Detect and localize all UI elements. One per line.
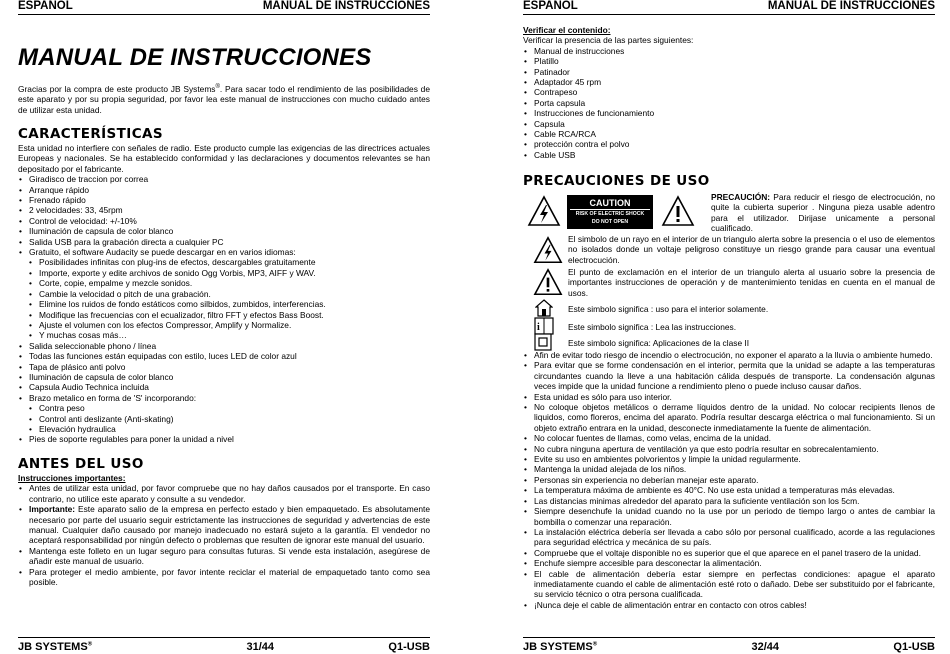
precaution-item: • Para evitar que se forme condensación en el interior, permita que la unidad se adapte a las temperaturas circundantes cuando la lleve a una habitación cálida después de transporte. La condensación algunas veces impide que la unidad funcione a rendimiento pleno o puede incluso causar daños.	[523, 360, 935, 391]
precaution-label: PRECAUCIÓN:	[711, 192, 771, 202]
lightning-triangle-icon	[533, 236, 563, 264]
before-use-heading: ANTES DEL USO	[18, 456, 144, 472]
precaution-item: • Siempre desenchufe la unidad cuando no la use por un periodo de tiempo largo o antes de cambiar la bombilla o comenzar una reparación.	[523, 506, 935, 527]
feature-item: • Pies de soporte regulables para poner la unidad a nivel	[18, 434, 430, 444]
feature-item: • Control de velocidad: +/-10%	[18, 216, 430, 226]
contents-item: • Platillo	[523, 56, 935, 66]
feature-item: • Todas las funciones están equipadas con estilo, luces LED de color azul	[18, 351, 430, 361]
before-use-item	[18, 483, 430, 504]
intro-text-end: . Para sacar todo el rendimiento de las posibilidades de este aparato y por su propia seguridad, por favor lea este manual de instrucciones con mucho cuidado antes de utilizar esta unidad.	[18, 83, 431, 115]
feature-item: • Tapa de plásico anti polvo	[18, 362, 430, 372]
right-page	[523, 0, 935, 654]
item-text: Antes de utilizar esta unidad, por favor compruebe que no hay daños causados por el transporte. En caso contrario, no utilice este aparato y consulte a su vendedor.	[29, 483, 430, 504]
footer-brand: JB SYSTEMS®	[18, 641, 93, 653]
arm-feature-item: • Elevación hydraulica	[18, 424, 430, 434]
feature-item: • Giradisco de traccion por correa	[18, 174, 430, 184]
precaution-item: • El cable de alimentación debería estar siempre en perfectas condiciones: apague el aparato inmediatamente cuando el cable de alimentación esté roto o dañado. Debe ser substituido por el fabricante, su servicio técnico o otra persona cualificada.	[523, 569, 935, 600]
manual-title: MANUAL DE INSTRUCCIONES	[18, 44, 372, 71]
page-header	[523, 0, 935, 15]
page-footer	[18, 637, 430, 653]
feature-item: • 2 velocidades: 33, 45rpm	[18, 205, 430, 215]
features-list-b	[18, 341, 430, 403]
before-use-section	[18, 473, 430, 587]
class-explanation: Este simbolo significa: Aplicaciones de la clase II	[568, 338, 750, 348]
precaution-item: • No colocar fuentes de llamas, como velas, encima de la unidad.	[523, 433, 935, 443]
feature-item: • Iluminación de capsula de color blanco	[18, 226, 430, 236]
audacity-feature-item: • Ajuste el volumen con los efectos Compressor, Amplify y Normalize.	[18, 320, 430, 330]
left-page	[18, 0, 430, 654]
caution-risk-text: RISK OF ELECTRIC SHOCK	[575, 211, 645, 217]
item-text: Mantenga este folleto en un lugar seguro para consultas futuras. Si vende esta instalación, asegúrese de añadir este manual de usuario.	[29, 545, 430, 567]
rules-list	[523, 350, 935, 610]
contents-item: • Porta capsula	[523, 98, 935, 108]
feature-item: • Salida seleccionable phono / línea	[18, 341, 430, 351]
precaution-item: • No cubra ninguna apertura de ventilación ya que esto podría resultar en sobrecalentamiento.	[523, 444, 935, 454]
footer-model: Q1-USB	[388, 641, 430, 653]
precaution-item: • Enchufe siempre accesible para desconectar la alimentación.	[523, 558, 935, 568]
page-number: 31/44	[246, 641, 275, 653]
svg-text:i: i	[537, 322, 540, 333]
lightning-explanation: El simbolo de un rayo en el interior de un triangulo alerta sobre la presencia o el uso de elementos no isolados donde un voltaje peligroso constituye un riesgo grande para causar una eventual electrocución.	[568, 234, 935, 265]
precaution-item: • Mantenga la unidad alejada de los niños.	[523, 464, 935, 474]
precaution-item: • No coloque objetos metálicos o derrame líquidos dentro de la unidad. No colocar recipients llenos de liquidos, como floreros, encima del aparato. Podría resultar descarga eléctrica o mal funcionamiento. Si un objeto extraño entrara en la unidad, desconecte inmediatamente la fuente de alimentación.	[523, 402, 935, 433]
precaution-item: • ¡Nunca deje el cable de alimentación entrar en contacto con otros cables!	[523, 600, 935, 610]
before-use-list	[18, 483, 430, 587]
precautions-heading: PRECAUCIONES DE USO	[523, 173, 710, 189]
audacity-feature-item: • Importe, exporte y edite archivos de sonido Ogg Vorbis, MP3, AIFF y WAV.	[18, 268, 430, 278]
contents-item: • Patinador	[523, 67, 935, 77]
precaution-item: • Esta unidad es sólo para uso interior.	[523, 392, 935, 402]
contents-item: • Adaptador 45 rpm	[523, 77, 935, 87]
contents-item: • Capsula	[523, 119, 935, 129]
audacity-feature-item: • Corte, copie, empalme y mezcle sonidos.	[18, 278, 430, 288]
precaution-body: Para reducir el riesgo de electrocución, no quite la cubierta superior . Ninguna pieza usable adentro para el utilizador. Dirijase unicamente a personal cualificado.	[711, 192, 935, 234]
precaution-item: • La instalación eléctrica debería ser llevada a cabo sólo por personal cualificado, acorde a las regulaciones para seguridad eléctrica y mecánica de su país.	[523, 527, 935, 548]
lightning-triangle-icon	[527, 195, 561, 227]
header-language: ESPAÑOL	[18, 0, 73, 12]
feature-item: • Gratuito, el software Audacity se puede descargar en en varios idiomas:	[18, 247, 430, 257]
read-explanation: Este simbolo significa : Lea las instrucciones.	[568, 322, 737, 332]
feature-item: • Salida USB para la grabación directa a cualquier PC	[18, 237, 430, 247]
contents-list	[523, 46, 935, 160]
features-section	[18, 143, 430, 445]
audacity-feature-item: • Cambie la velocidad o pitch de una grabación.	[18, 289, 430, 299]
footer-model: Q1-USB	[893, 641, 935, 653]
feature-item: • Frenado rápido	[18, 195, 430, 205]
audacity-list	[18, 257, 430, 340]
contents-item: • Contrapeso	[523, 87, 935, 97]
precaution-item: • La temperatura máxima de ambiente es 40°C. No use esta unidad a temperaturas más elevadas.	[523, 485, 935, 495]
item-emphasis: Importante:	[29, 504, 76, 515]
caution-label	[567, 195, 653, 229]
intro-text-start: Gracias por la compra de este producto JB Systems	[18, 83, 216, 94]
exclamation-triangle-icon	[661, 195, 695, 227]
intro-paragraph	[18, 82, 430, 115]
arm-feature-item: • Control anti deslizante (Anti-skating)	[18, 414, 430, 424]
item-text: Para proteger el medio ambiente, por favor intente reciclar el material de empaquetado tanto como sea posible.	[29, 566, 430, 588]
precaution-item: • Las distancias minimas alrededor del aparato para la suficiente ventilación son los 5cm.	[523, 496, 935, 506]
page-footer	[523, 637, 935, 653]
audacity-feature-item: • Modifique las frecuencias con el ecualizador, filtro FFT y efectos Bass Boost.	[18, 310, 430, 320]
audacity-feature-item: • Posibilidades infinitas con plug-ins de efectos, descargables gratuitamente	[18, 257, 430, 267]
before-use-item	[18, 504, 430, 546]
feature-item: • Iluminación de capsula de color blanco	[18, 372, 430, 382]
exclamation-explanation: El punto de exclamación en el interior de un triangulo alerta al usuario sobre la presencia de importantes instrucciones de operación y de mantenimiento tenidas en cuenta en el manual de usos.	[568, 267, 935, 298]
features-intro: Esta unidad no interfiere con señales de radio. Este producto cumple las exigencias de las directrices actuales Europeas y nacionales. Se ha establecido conformidad y las declaraciones y documentos relevantes se han depositado por el fabricante.	[18, 143, 430, 174]
header-title: MANUAL DE INSTRUCCIONES	[262, 0, 430, 12]
contents-item: • Instrucciones de funcionamiento	[523, 108, 935, 118]
audacity-feature-item: • Y muchas cosas más…	[18, 330, 430, 340]
precaution-item: • Compruebe que el voltaje disponible no es superior que el que aparece en el panel trasero de la unidad.	[523, 548, 935, 558]
features-list-c	[18, 434, 430, 444]
contents-item: • Manual de instrucciones	[523, 46, 935, 56]
before-use-item	[18, 546, 430, 567]
feature-item: • Capsula Audio Technica incluida	[18, 382, 430, 392]
arm-list	[18, 403, 430, 434]
precaution-text	[711, 192, 935, 234]
indoor-explanation: Este simbolo significa : uso para el interior solamente.	[568, 304, 769, 314]
before-use-item	[18, 567, 430, 588]
item-text: Este aparato salio de la empresa en perfecto estado y bien empaquetado. Es absolutamente necesario por parte del usuario seguir estrictamente las instrucciones de seguridad y advertencias de este manual. Cualquier daño causado por manejo inadecuado no estará sujeto a la garantía. El vendedor no aceptará responsabilidad por ningún defecto o problemas que resulten de ignorar este manual del usuario.	[29, 504, 430, 546]
audacity-feature-item: • Elimine los ruidos de fondo estáticos como silbidos, zumbidos, interferencias.	[18, 299, 430, 309]
contents-section	[523, 25, 935, 160]
exclamation-triangle-icon	[533, 268, 563, 296]
feature-item: • Arranque rápido	[18, 185, 430, 195]
contents-item: • protección contra el polvo	[523, 139, 935, 149]
caution-do-not-open: DO NOT OPEN	[591, 219, 629, 225]
registered-mark: ®	[215, 84, 220, 90]
important-label: Instrucciones importantes:	[18, 473, 126, 483]
indoor-house-icon	[535, 299, 553, 317]
caution-title: CAUTION	[570, 197, 650, 210]
verify-label: Verificar el contenido:	[523, 25, 611, 35]
footer-brand: JB SYSTEMS®	[523, 641, 598, 653]
precaution-item: • Evite su uso en ambientes polvorientos y limpie la unidad regularmente.	[523, 454, 935, 464]
contents-item: • Cable USB	[523, 150, 935, 160]
header-title: MANUAL DE INSTRUCCIONES	[767, 0, 935, 12]
header-language: ESPAÑOL	[523, 0, 578, 12]
contents-item: • Cable RCA/RCA	[523, 129, 935, 139]
arm-feature-item: • Contra peso	[18, 403, 430, 413]
class-ii-icon	[534, 333, 552, 351]
verify-intro: Verificar la presencia de las partes siguientes:	[523, 35, 694, 46]
precaution-item: • Personas sin experiencia no deberían manejar este aparato.	[523, 475, 935, 485]
features-list-a	[18, 174, 430, 257]
page-number: 32/44	[751, 641, 780, 653]
features-heading: CARACTERÍSTICAS	[18, 126, 163, 142]
rules-section	[523, 350, 935, 610]
feature-item: • Brazo metalico en forma de 'S' incorporando:	[18, 393, 430, 403]
page-header	[18, 0, 430, 15]
precaution-item: • Afin de evitar todo riesgo de incendio o electrocución, no exponer el aparato a la lluvia o ambiente humedo.	[523, 350, 935, 360]
